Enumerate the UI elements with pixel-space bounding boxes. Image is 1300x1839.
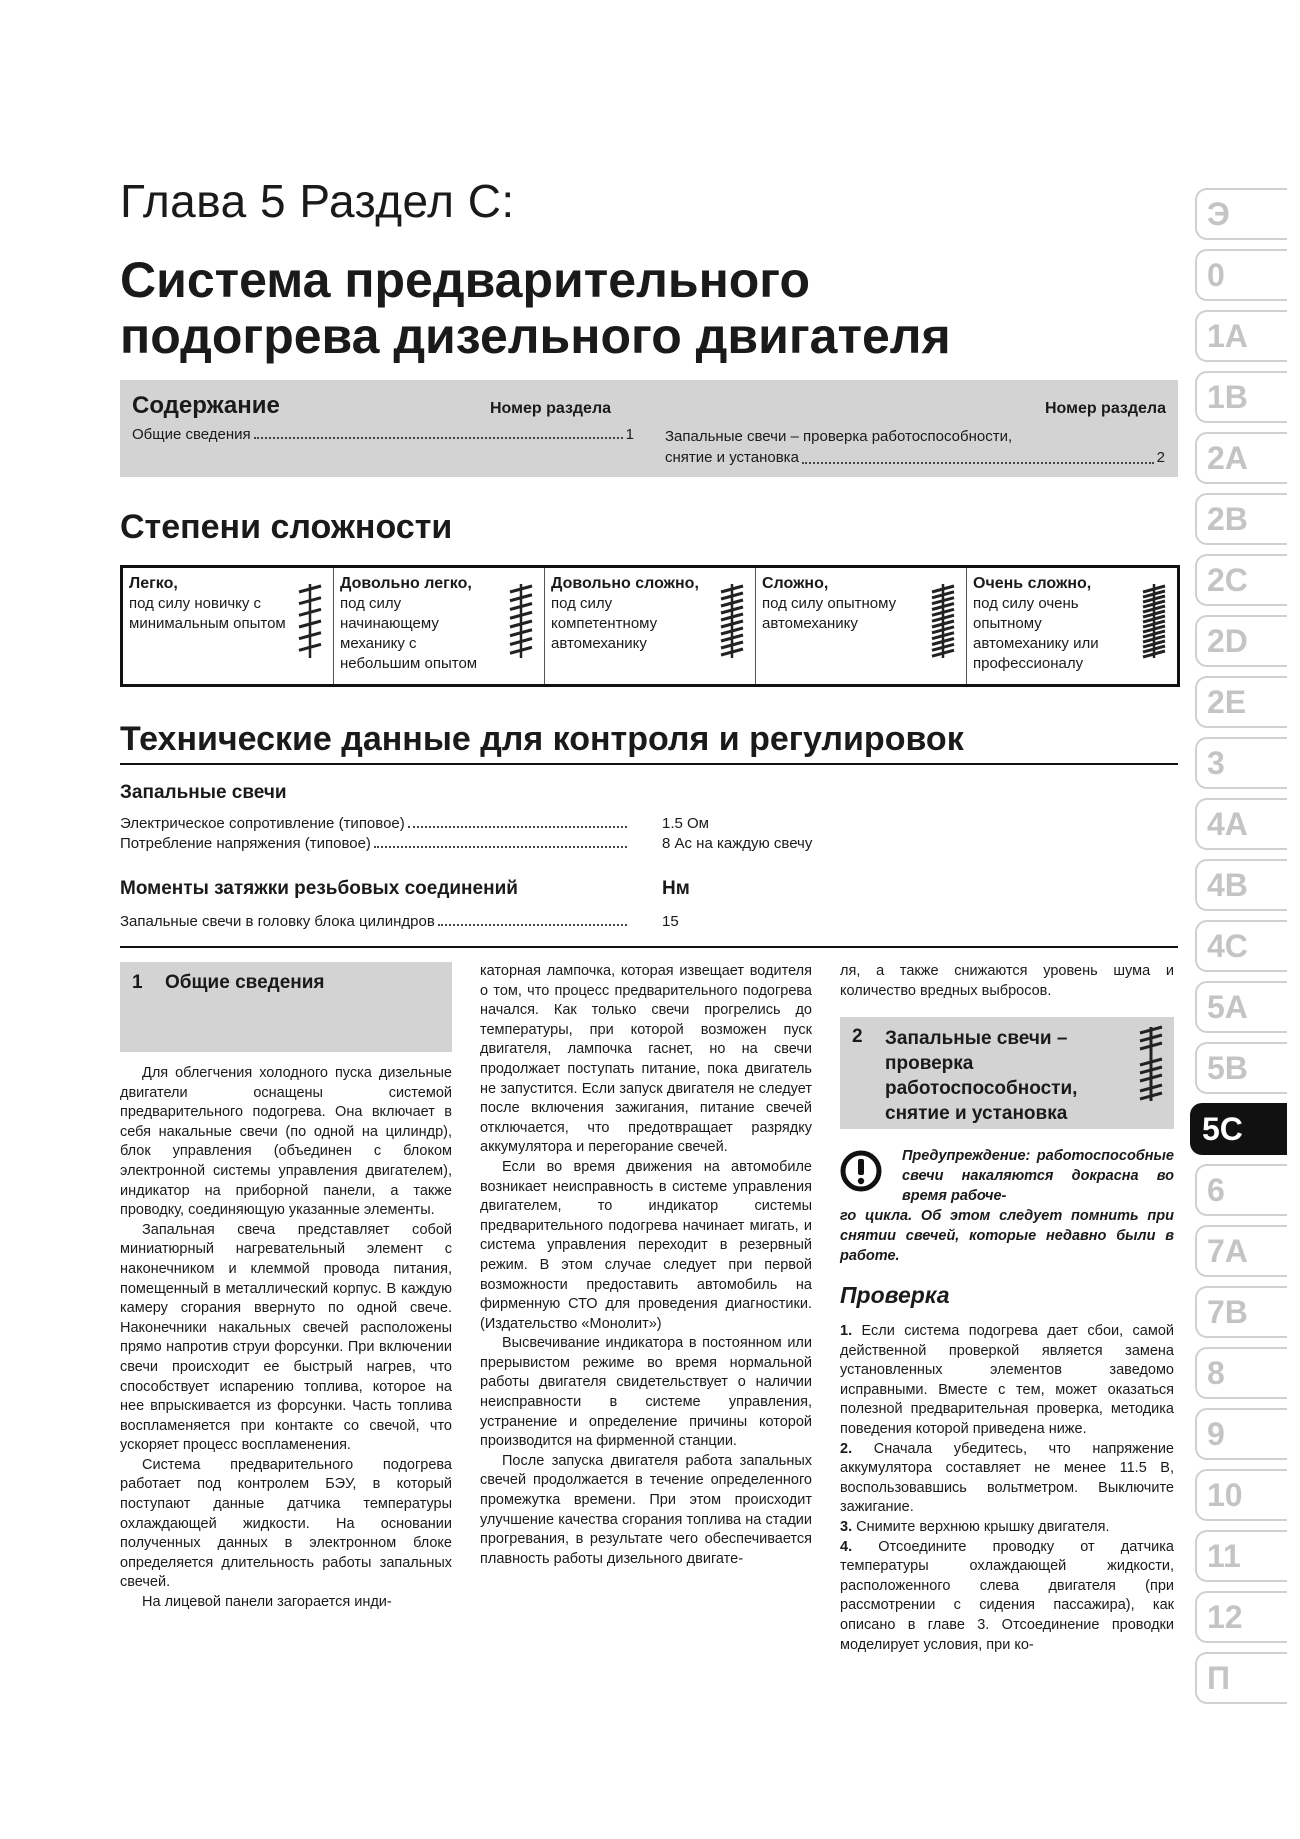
complexity-level [123, 568, 333, 684]
spec-value: 15 [662, 913, 679, 930]
leader-dots [254, 426, 623, 439]
leader-dots [802, 447, 1154, 464]
contents-entry[interactable] [665, 426, 1165, 468]
chapter-tab[interactable]: 5С [1190, 1103, 1287, 1155]
complexity-level [333, 568, 544, 684]
spec-row [120, 835, 630, 852]
complexity-level-desc: под силу новичку с минимальным опытом [129, 595, 286, 632]
step-number: 3. [840, 1518, 857, 1535]
complexity-heading: Степени сложности [120, 508, 453, 546]
wrench-rating-icon [928, 582, 958, 660]
chapter-tab[interactable]: П [1195, 1652, 1287, 1704]
section-title: Запальные свечи – проверка работоспособности, снятие и установка [885, 1028, 1078, 1124]
step-number: 4. [840, 1538, 879, 1555]
complexity-level [966, 568, 1177, 684]
chapter-tab[interactable]: 3 [1195, 737, 1287, 789]
step-number: 2. [840, 1440, 874, 1457]
chapter-tab[interactable]: 1А [1195, 310, 1287, 362]
paragraph: Высвечивание индикатора в постоянном или прерывистом режиме во время нормальной работы двигателя свидетельствует о наличии неисправности в системе управления, устранение и определение причины которой производится на фирменной станции. [480, 1335, 812, 1450]
section-number: 1 [132, 972, 143, 993]
wrench-rating-icon [295, 582, 325, 660]
chapter-tab[interactable]: 2А [1195, 432, 1287, 484]
spec-value: 1.5 Ом [662, 815, 709, 832]
torque-heading: Моменты затяжки резьбовых соединений [120, 878, 518, 899]
section-number: 2 [852, 1026, 863, 1047]
chapter-tab[interactable]: 0 [1195, 249, 1287, 301]
spec-row [120, 815, 630, 832]
complexity-level-title: Довольно сложно, [551, 575, 699, 592]
spec-label: Запальные свечи в головку блока цилиндров [120, 913, 435, 930]
paragraph: ля, а также снижаются уровень шума и количество вредных выбросов. [840, 963, 1174, 999]
complexity-level-desc: под силу очень опытному автомеханику или профессионалу [973, 595, 1099, 672]
complexity-level-title: Довольно легко, [340, 575, 472, 592]
chapter-tab[interactable]: 5В [1195, 1042, 1287, 1094]
divider [120, 763, 1178, 765]
contents-entry[interactable] [132, 426, 634, 443]
divider [120, 946, 1178, 948]
check-step [840, 1518, 1174, 1538]
contents-box [120, 380, 1178, 477]
chapter-tab[interactable]: 8 [1195, 1347, 1287, 1399]
spec-label: Потребление напряжения (типовое) [120, 835, 371, 852]
page-title [120, 252, 1120, 364]
wrench-rating-icon [1139, 582, 1169, 660]
contents-entry-title: Общие сведения [132, 426, 251, 443]
chapter-tab[interactable]: Э [1195, 188, 1287, 240]
check-step [840, 1440, 1174, 1518]
step-text: Если система подогрева дает сбои, самой действенной проверкой является замена установленных элементов заведомо исправными. Вместе с тем, может оказаться полезной предварительная проверка, методика поведения которой приведена ниже. [840, 1323, 1174, 1437]
paragraph: Запальная свеча представляет собой миниатюрный нагревательный элемент с наконечником и клеммой провода питания, помещенный в металлический корпус. В каждую камеру сгорания ввернуто по одной свече. Наконечники накальных свечей расположены прямо напротив струи форсунки. При включении свечи происходит ее быстрый нагрев, что способствует испарению топлива, которое на нее впрыскивается из форсунки. Часть топлива воспламеняется при контакте со свечой, что ускоряет процесс воспламенения. [120, 1221, 452, 1454]
tech-heading: Технические данные для контроля и регулировок [120, 720, 964, 758]
text-column-2 [480, 962, 812, 1569]
step-text: Отсоедините проводку от датчика температуры охлаждающей жидкости, расположенного слева двигателя (при рассмотрении с сидения пассажира), как описано в главе 3. Отсоединение проводки моделирует условия, при ко- [840, 1538, 1174, 1653]
section-number-label: Номер раздела [490, 400, 612, 417]
paragraph: каторная лампочка, которая извещает водителя о том, что процесс предварительного подогрева начался. Как только свечи прогрелись до температуры, при которой возможен пуск двигателя, лампочка гаснет, но на свечи продолжает поступать питание, пока двигатель не запустится. Если запуск двигателя не следует после включения зажигания, питание свечей отключается, что предотвращает разрядку аккумулятора и перегорание свечей. [480, 963, 812, 1156]
section-1-header [120, 962, 452, 1052]
wrench-rating-icon [1136, 1025, 1166, 1103]
leader-dots [374, 835, 627, 848]
check-steps [840, 1322, 1174, 1655]
title-line-1: Система предварительного [120, 252, 811, 308]
complexity-level-desc: под силу опытному автомеханику [762, 595, 897, 632]
complexity-level-title: Очень сложно, [973, 575, 1092, 592]
section-title: Общие сведения [165, 972, 325, 993]
paragraph: Система предварительного подогрева работает под контролем БЭУ, в который поступают данные датчика температуры охлаждающей жидкости. На основании полученных данных в электронном блоке определяется длительность работы запальных свечей. [120, 1456, 452, 1591]
chapter-tab[interactable]: 4В [1195, 859, 1287, 911]
contents-entry-title-cont: снятие и установка [665, 449, 799, 466]
chapter-tab[interactable]: 2С [1195, 554, 1287, 606]
spec-row [120, 913, 630, 930]
chapter-tab[interactable]: 12 [1195, 1591, 1287, 1643]
complexity-level [755, 568, 966, 684]
warning-icon [840, 1150, 882, 1192]
torque-unit: Нм [662, 878, 690, 899]
title-line-2: подогрева дизельного двигателя [120, 308, 951, 364]
chapter-tab[interactable]: 10 [1195, 1469, 1287, 1521]
contents-heading: Содержание [132, 392, 280, 419]
section-number-label-2: Номер раздела [1044, 400, 1166, 417]
warning-text: Предупреждение: работоспособные свечи накаляются докрасна во время рабоче- [902, 1148, 1174, 1204]
section-2-header [840, 1017, 1174, 1129]
contents-entry-title: Запальные свечи – проверка работоспособности, [665, 428, 1013, 445]
chapter-tab[interactable]: 9 [1195, 1408, 1287, 1460]
chapter-tab[interactable]: 1В [1195, 371, 1287, 423]
complexity-level-title: Сложно, [762, 575, 829, 592]
chapter-tab[interactable]: 2В [1195, 493, 1287, 545]
check-step [840, 1538, 1174, 1656]
step-text: Снимите верхнюю крышку двигателя. [856, 1518, 1110, 1535]
chapter-tab[interactable]: 7В [1195, 1286, 1287, 1338]
complexity-level [544, 568, 755, 684]
contents-entry-number: 1 [625, 426, 634, 443]
spec-label: Электрическое сопротивление (типовое) [120, 815, 405, 832]
chapter-tab[interactable]: 2D [1195, 615, 1287, 667]
contents-entry-number: 2 [1156, 449, 1165, 466]
leader-dots [408, 815, 627, 828]
paragraph: Для облегчения холодного пуска дизельные двигатели оснащены системой предварительного подогрева. Она включает в себя накальные свечи (по одной на цилиндр), блок управления (объединен с блоком электронной системы управления двигателем), индикатор на приборной панели, а также проводку, соединяющую указанные элементы. [120, 1065, 452, 1219]
complexity-level-desc: под силу компетентному автомеханику [551, 595, 658, 652]
chapter-label: Глава 5 Раздел С: [120, 175, 515, 227]
paragraph: После запуска двигателя работа запальных свечей продолжается в течение определенного промежутка времени. При этом происходит улучшение качества сгорания топлива на стадии прогревания, в результате чего обеспечивается плавность работы дизельного двигате- [480, 1452, 812, 1567]
spec-value: 8 Ас на каждую свечу [662, 835, 813, 852]
check-heading: Проверка [840, 1282, 950, 1308]
chapter-tab[interactable]: 5А [1195, 981, 1287, 1033]
chapter-tab[interactable]: 11 [1195, 1530, 1287, 1582]
paragraph: На лицевой панели загорается инди- [142, 1594, 392, 1611]
paragraph: Если во время движения на автомобиле возникает неисправность в системе управления двигателем, то индикатор системы предварительного подогрева начинает мигать, и система управления переходит в резервный режим. В этом случае следует при первой возможности предоставить автомобиль на фирменную СТО для проведения диагностики. (Издательство «Монолит») [480, 1158, 812, 1332]
chapter-tab[interactable]: 4С [1195, 920, 1287, 972]
chapter-tab[interactable]: 4А [1195, 798, 1287, 850]
check-step [840, 1322, 1174, 1440]
warning-text-cont: го цикла. Об этом следует помнить при снятии свечей, которые недавно были в работе. [840, 1208, 1174, 1264]
wrench-rating-icon [506, 582, 536, 660]
text-column-1 [120, 1064, 452, 1613]
chapter-tab[interactable]: 7А [1195, 1225, 1287, 1277]
text-column-3 [840, 962, 1174, 1001]
plugs-heading: Запальные свечи [120, 782, 287, 803]
complexity-level-title: Легко, [129, 575, 178, 592]
leader-dots [438, 913, 627, 926]
chapter-tab[interactable]: 2Е [1195, 676, 1287, 728]
step-number: 1. [840, 1323, 862, 1339]
chapter-tab[interactable]: 6 [1195, 1164, 1287, 1216]
step-text: Сначала убедитесь, что напряжение аккумулятора составляет не менее 11.5 В, воспользовавшись вольтметром. Выключите зажигание. [840, 1440, 1175, 1516]
complexity-scale [120, 565, 1180, 687]
wrench-rating-icon [717, 582, 747, 660]
complexity-level-desc: под силу начинающему механику с небольшим опытом [340, 595, 478, 672]
